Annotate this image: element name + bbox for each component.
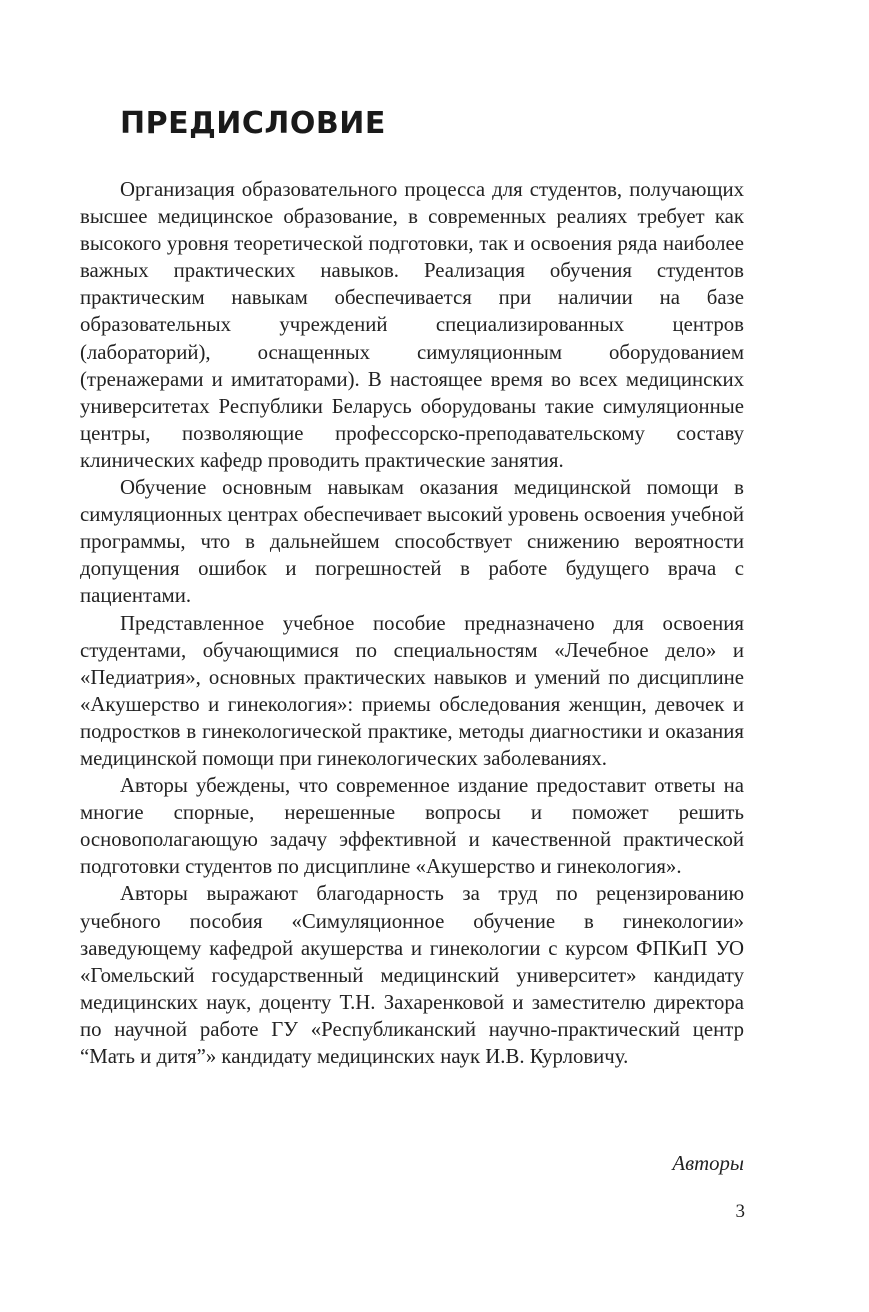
paragraph-3: Представленное учебное пособие предназначено для освоения студентами, обучающимися по специальностям «Лечебное дело» и «Педиатрия», основных практических навыков и умений по дисциплине «Акушерство и гинекология»: приемы обследования женщин, девочек и подростков в гинекологической практике, методы диагностики и оказания медицинской помощи при гинекологических заболеваниях.	[80, 611, 744, 770]
authors-signature: Авторы	[672, 1152, 744, 1175]
page-title: ПРЕДИСЛОВИЕ	[120, 106, 386, 141]
paragraph-5: Авторы выражают благодарность за труд по рецензированию учебного пособия «Симуляционное обучение в гинекологии» заведующему кафедрой акушерства и гинекологии с курсом ФПКиП УО «Гомельский государственный медицинский университет» кандидату медицинских наук, доценту Т.Н. Захаренковой и заместителю директора по научной работе ГУ «Республиканский научно-практический центр “Мать и дитя”» кандидату медицинских наук И.В. Курловичу.	[80, 882, 744, 1068]
paragraph-2: Обучение основным навыкам оказания медицинской помощи в симуляционных центрах обеспечивает высокий уровень освоения учебной программы, что в дальнейшем способствует снижению вероятности допущения ошибок и погрешностей в работе будущего врача с пациентами.	[80, 476, 744, 608]
page-number: 3	[735, 1201, 745, 1222]
preface-body	[80, 176, 744, 1070]
paragraph-4: Авторы убеждены, что современное издание предоставит ответы на многие спорные, нерешенные вопросы и поможет решить основополагающую задачу эффективной и качественной практической подготовки студентов по дисциплине «Акушерство и гинекология».	[80, 774, 744, 879]
paragraph-1: Организация образовательного процесса для студентов, получающих высшее медицинское образование, в современных реалиях требует как высокого уровня теоретической подготовки, так и освоения ряда наиболее важных практических навыков. Реализация обучения студентов практическим навыкам обеспечивается при наличии на базе образовательных учреждений специализированных центров (лабораторий), оснащенных симуляционным оборудованием (тренажерами и имитаторами). В настоящее время во всех медицинских университетах Республики Беларусь оборудованы такие симуляционные центры, позволяющие профессорско-преподавательскому составу клинических кафедр проводить практические занятия.	[80, 178, 744, 472]
